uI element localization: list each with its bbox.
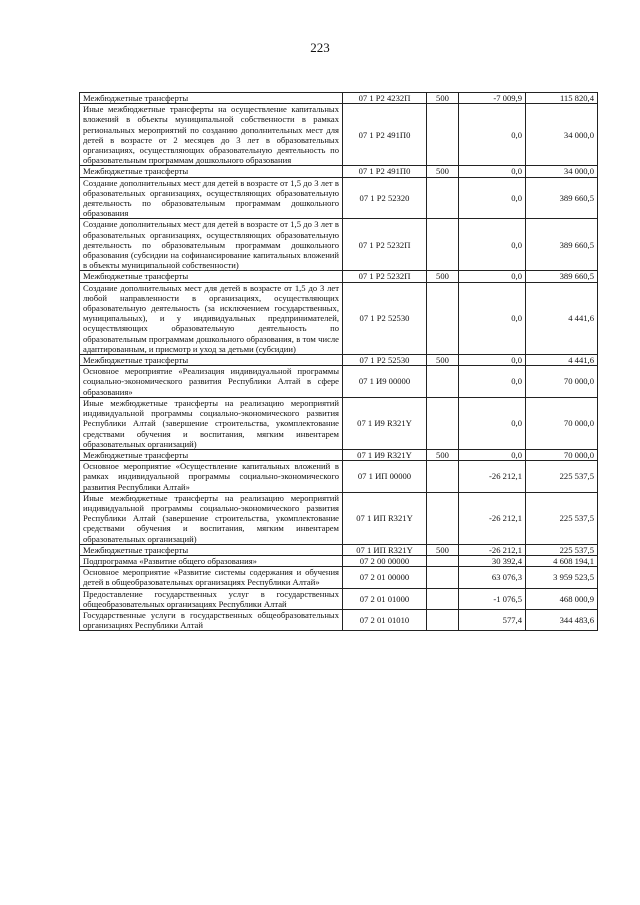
row-change-amount: 63 076,3 (459, 567, 526, 588)
row-change-amount: 0,0 (459, 166, 526, 177)
table-row (80, 461, 598, 493)
row-total-amount: 3 959 523,5 (526, 567, 598, 588)
row-name: Создание дополнительных мест для детей в возрасте от 1,5 до 3 лет в образовательных организациях, осуществляющих образовательную деятельность по образовательным программам дошкольного образования (80, 177, 343, 219)
row-target-code: 07 1 Р2 5232П (343, 271, 427, 282)
table-row (80, 588, 598, 609)
page-number: 223 (310, 40, 330, 55)
row-target-code: 07 1 ИП R321Y (343, 492, 427, 544)
row-expense-type (427, 588, 459, 609)
row-target-code: 07 1 Р2 52530 (343, 355, 427, 366)
row-change-amount: 0,0 (459, 271, 526, 282)
table-row (80, 544, 598, 555)
row-change-amount: 0,0 (459, 366, 526, 398)
row-name: Иные межбюджетные трансферты на реализацию мероприятий индивидуальной программы социально-экономического развития Республики Алтай (завершение строительства, укомплектование средствами обучения и воспитания, мягким инвентарем образовательных организаций) (80, 492, 343, 544)
row-change-amount: 0,0 (459, 397, 526, 449)
row-name: Межбюджетные трансферты (80, 166, 343, 177)
row-expense-type: 500 (427, 449, 459, 460)
table-row (80, 93, 598, 104)
table-row (80, 219, 598, 271)
row-change-amount: -7 009,9 (459, 93, 526, 104)
row-total-amount: 225 537,5 (526, 492, 598, 544)
budget-table (79, 92, 598, 631)
table-body (80, 93, 598, 631)
row-total-amount: 4 441,6 (526, 282, 598, 354)
row-total-amount: 389 660,5 (526, 271, 598, 282)
row-name: Межбюджетные трансферты (80, 544, 343, 555)
row-name: Создание дополнительных мест для детей в возрасте от 1,5 до 3 лет в образовательных организациях, осуществляющих образовательную деятельность по образовательным программам дошкольного образования (субсидии на софинансирование капитальных вложений в объекты муниципальной собственности) (80, 219, 343, 271)
row-target-code: 07 2 01 01000 (343, 588, 427, 609)
row-total-amount: 115 820,4 (526, 93, 598, 104)
row-name: Государственные услуги в государственных общеобразовательных организациях Республики Алтай (80, 609, 343, 630)
row-target-code: 07 1 Р2 491П0 (343, 104, 427, 166)
row-change-amount: 0,0 (459, 449, 526, 460)
row-change-amount: 0,0 (459, 104, 526, 166)
row-total-amount: 4 441,6 (526, 355, 598, 366)
row-change-amount: 0,0 (459, 177, 526, 219)
row-name: Основное мероприятие «Осуществление капитальных вложений в рамках индивидуальной программы социально-экономического развития Республики Алтай» (80, 461, 343, 493)
row-target-code: 07 1 Р2 5232П (343, 219, 427, 271)
row-expense-type (427, 177, 459, 219)
row-target-code: 07 1 Р2 491П0 (343, 166, 427, 177)
row-total-amount: 389 660,5 (526, 177, 598, 219)
table-row (80, 271, 598, 282)
row-change-amount: 577,4 (459, 609, 526, 630)
row-name: Межбюджетные трансферты (80, 271, 343, 282)
row-target-code: 07 1 Р2 52320 (343, 177, 427, 219)
row-expense-type (427, 219, 459, 271)
row-name: Создание дополнительных мест для детей в возрасте от 1,5 до 3 лет любой направленности в организациях, осуществляющих образовательную деятельность (за исключением государственных, муниципальных), и у индивидуальных предпринимателей, осуществляющих образовательную деятельность по образовательным программам дошкольного образования, в том числе адаптированным, и присмотр и уход за детьми (субсидии) (80, 282, 343, 354)
row-name: Межбюджетные трансферты (80, 449, 343, 460)
row-expense-type (427, 567, 459, 588)
table-row (80, 282, 598, 354)
row-name: Межбюджетные трансферты (80, 93, 343, 104)
table-row (80, 492, 598, 544)
row-expense-type (427, 555, 459, 566)
row-total-amount: 225 537,5 (526, 544, 598, 555)
row-target-code: 07 1 И9 R321Y (343, 449, 427, 460)
row-target-code: 07 1 И9 R321Y (343, 397, 427, 449)
row-total-amount: 34 000,0 (526, 104, 598, 166)
table-row (80, 104, 598, 166)
table-row (80, 366, 598, 398)
row-target-code: 07 2 00 00000 (343, 555, 427, 566)
row-name: Иные межбюджетные трансферты на осуществление капитальных вложений в объекты муниципальной собственности в рамках региональных мероприятий по созданию дополнительных мест для детей в возрасте от 2 месяцев до 3 лет в образовательных организациях, осуществляющих образовательную деятельность по образовательным программам дошкольного образования (80, 104, 343, 166)
row-expense-type (427, 104, 459, 166)
row-total-amount: 225 537,5 (526, 461, 598, 493)
table-row (80, 177, 598, 219)
row-expense-type: 500 (427, 271, 459, 282)
row-total-amount: 70 000,0 (526, 449, 598, 460)
table-row (80, 567, 598, 588)
table-row (80, 449, 598, 460)
row-target-code: 07 1 Р2 52530 (343, 282, 427, 354)
row-target-code: 07 1 И9 00000 (343, 366, 427, 398)
row-expense-type (427, 397, 459, 449)
row-name: Основное мероприятие «Развитие системы содержания и обучения детей в общеобразовательных организациях Республики Алтай» (80, 567, 343, 588)
row-total-amount: 70 000,0 (526, 366, 598, 398)
row-total-amount: 34 000,0 (526, 166, 598, 177)
row-name: Межбюджетные трансферты (80, 355, 343, 366)
row-expense-type: 500 (427, 93, 459, 104)
row-expense-type (427, 492, 459, 544)
row-target-code: 07 1 ИП 00000 (343, 461, 427, 493)
row-expense-type: 500 (427, 355, 459, 366)
table-row (80, 609, 598, 630)
row-target-code: 07 1 Р2 4232П (343, 93, 427, 104)
row-change-amount: 0,0 (459, 282, 526, 354)
row-name: Подпрограмма «Развитие общего образования» (80, 555, 343, 566)
row-change-amount: 0,0 (459, 219, 526, 271)
table-row (80, 397, 598, 449)
row-target-code: 07 2 01 00000 (343, 567, 427, 588)
row-target-code: 07 2 01 01010 (343, 609, 427, 630)
row-name: Иные межбюджетные трансферты на реализацию мероприятий индивидуальной программы социально-экономического развития Республики Алтай (завершение строительства, укомплектование средствами обучения и воспитания, мягким инвентарем образовательных организаций) (80, 397, 343, 449)
row-expense-type (427, 366, 459, 398)
row-expense-type (427, 461, 459, 493)
row-target-code: 07 1 ИП R321Y (343, 544, 427, 555)
table-row (80, 555, 598, 566)
row-expense-type: 500 (427, 544, 459, 555)
table-row (80, 166, 598, 177)
row-change-amount: -26 212,1 (459, 544, 526, 555)
row-change-amount: -26 212,1 (459, 461, 526, 493)
row-change-amount: 30 392,4 (459, 555, 526, 566)
row-total-amount: 468 000,9 (526, 588, 598, 609)
row-total-amount: 4 608 194,1 (526, 555, 598, 566)
table-row (80, 355, 598, 366)
row-total-amount: 344 483,6 (526, 609, 598, 630)
row-change-amount: -1 076,5 (459, 588, 526, 609)
row-change-amount: -26 212,1 (459, 492, 526, 544)
row-total-amount: 70 000,0 (526, 397, 598, 449)
row-expense-type: 500 (427, 166, 459, 177)
row-expense-type (427, 609, 459, 630)
row-expense-type (427, 282, 459, 354)
row-name: Основное мероприятие «Реализация индивидуальной программы социально-экономического развития Республики Алтай в сфере образования» (80, 366, 343, 398)
row-name: Предоставление государственных услуг в государственных общеобразовательных организациях Республики Алтай (80, 588, 343, 609)
row-total-amount: 389 660,5 (526, 219, 598, 271)
row-change-amount: 0,0 (459, 355, 526, 366)
